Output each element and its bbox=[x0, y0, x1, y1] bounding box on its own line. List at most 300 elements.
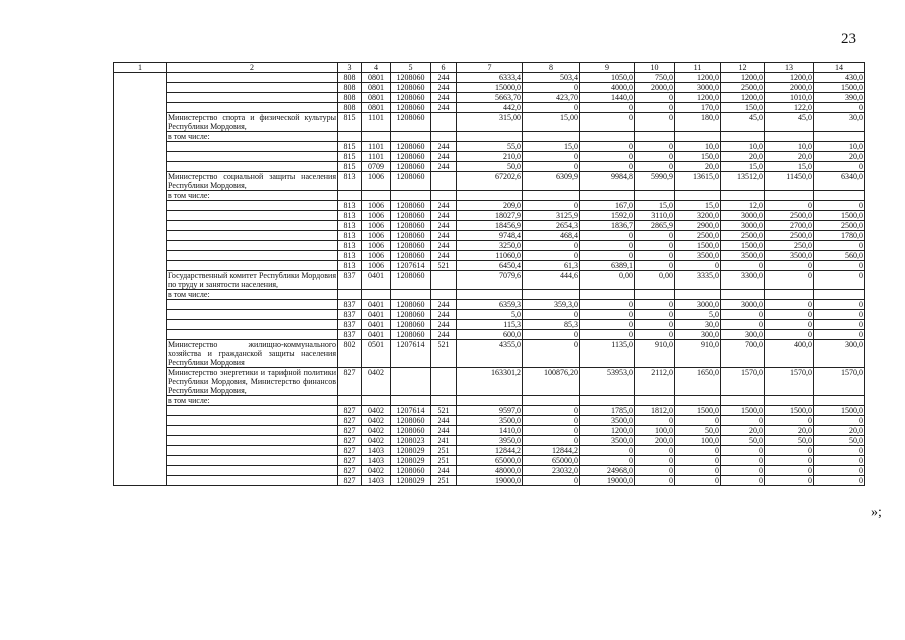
cell-col-8: 0 bbox=[523, 201, 580, 211]
table-row bbox=[114, 83, 865, 93]
cell-col-7: 67202,6 bbox=[457, 172, 523, 191]
cell-col-3: 837 bbox=[338, 300, 362, 310]
table-row bbox=[114, 231, 865, 241]
cell-col-5: 1208060 bbox=[391, 466, 431, 476]
cell-col-3: 837 bbox=[338, 320, 362, 330]
cell-col-13: 2500,0 bbox=[765, 211, 814, 221]
cell-col-14: 30,0 bbox=[814, 113, 865, 132]
cell-col-10: 0 bbox=[635, 300, 675, 310]
cell-col-9: 1050,0 bbox=[580, 73, 635, 83]
cell-col-5: 1208060 bbox=[391, 241, 431, 251]
table-body bbox=[114, 73, 865, 486]
cell-col-12: 2500,0 bbox=[721, 83, 765, 93]
cell-col-4: 1403 bbox=[362, 476, 391, 486]
cell-col-3 bbox=[338, 396, 362, 406]
cell-col-13: 2000,0 bbox=[765, 83, 814, 93]
cell-col-14: 50,0 bbox=[814, 436, 865, 446]
cell-col-3: 827 bbox=[338, 416, 362, 426]
cell-col-10: 0 bbox=[635, 93, 675, 103]
cell-col-4: 0401 bbox=[362, 310, 391, 320]
cell-col-7: 11060,0 bbox=[457, 251, 523, 261]
row-description: Министерство социальной защиты населения Республики Мордовия, bbox=[168, 172, 336, 190]
cell-col-6: 521 bbox=[431, 261, 457, 271]
cell-col-6: 244 bbox=[431, 241, 457, 251]
cell-col-9: 0 bbox=[580, 162, 635, 172]
column-header-6: 6 bbox=[431, 63, 457, 73]
row-number-cell bbox=[114, 211, 167, 221]
cell-col-3: 827 bbox=[338, 426, 362, 436]
cell-col-6: 244 bbox=[431, 152, 457, 162]
cell-col-7: 210,0 bbox=[457, 152, 523, 162]
cell-col-5 bbox=[391, 368, 431, 396]
cell-col-13: 0 bbox=[765, 261, 814, 271]
cell-col-8: 85,3 bbox=[523, 320, 580, 330]
cell-col-4: 1006 bbox=[362, 172, 391, 191]
cell-col-6: 244 bbox=[431, 211, 457, 221]
cell-col-12 bbox=[721, 191, 765, 201]
cell-col-10: 0 bbox=[635, 416, 675, 426]
cell-col-9 bbox=[580, 290, 635, 300]
cell-col-3: 808 bbox=[338, 93, 362, 103]
cell-col-8 bbox=[523, 191, 580, 201]
cell-col-12: 0 bbox=[721, 476, 765, 486]
cell-col-6: 241 bbox=[431, 436, 457, 446]
cell-col-4: 0401 bbox=[362, 300, 391, 310]
cell-col-5: 1208060 bbox=[391, 416, 431, 426]
cell-col-10: 0 bbox=[635, 241, 675, 251]
cell-col-7: 1410,0 bbox=[457, 426, 523, 436]
cell-col-12: 3000,0 bbox=[721, 211, 765, 221]
cell-col-11: 30,0 bbox=[675, 320, 721, 330]
cell-col-8: 0 bbox=[523, 436, 580, 446]
row-description bbox=[167, 211, 338, 221]
row-description bbox=[167, 466, 338, 476]
row-number-cell bbox=[114, 132, 167, 142]
table-row bbox=[114, 406, 865, 416]
cell-col-5: 1208060 bbox=[391, 271, 431, 290]
row-description bbox=[167, 446, 338, 456]
cell-col-5: 1208060 bbox=[391, 221, 431, 231]
cell-col-8: 65000,0 bbox=[523, 456, 580, 466]
cell-col-13 bbox=[765, 191, 814, 201]
cell-col-6 bbox=[431, 271, 457, 290]
row-number-cell bbox=[114, 162, 167, 172]
row-number-cell bbox=[114, 172, 167, 191]
cell-col-12: 3000,0 bbox=[721, 221, 765, 231]
cell-col-7: 3500,0 bbox=[457, 416, 523, 426]
cell-col-11: 180,0 bbox=[675, 113, 721, 132]
cell-col-10: 0 bbox=[635, 310, 675, 320]
budget-table-sheet bbox=[113, 62, 865, 486]
row-description bbox=[167, 426, 338, 436]
cell-col-6 bbox=[431, 290, 457, 300]
cell-col-8: 100876,20 bbox=[523, 368, 580, 396]
cell-col-11: 3500,0 bbox=[675, 251, 721, 261]
cell-col-11: 2500,0 bbox=[675, 231, 721, 241]
cell-col-8 bbox=[523, 290, 580, 300]
cell-col-5: 1208060 bbox=[391, 300, 431, 310]
row-number-cell bbox=[114, 221, 167, 231]
cell-col-6: 251 bbox=[431, 456, 457, 466]
table-row bbox=[114, 211, 865, 221]
row-number-cell bbox=[114, 310, 167, 320]
cell-col-10: 0 bbox=[635, 261, 675, 271]
cell-col-11: 3000,0 bbox=[675, 300, 721, 310]
cell-col-4: 1006 bbox=[362, 221, 391, 231]
cell-col-9: 0 bbox=[580, 251, 635, 261]
cell-col-11 bbox=[675, 290, 721, 300]
cell-col-3: 827 bbox=[338, 406, 362, 416]
cell-col-10: 0 bbox=[635, 476, 675, 486]
row-description bbox=[167, 103, 338, 113]
column-header-8: 8 bbox=[523, 63, 580, 73]
cell-col-9: 0 bbox=[580, 310, 635, 320]
cell-col-14: 0 bbox=[814, 456, 865, 466]
cell-col-10 bbox=[635, 132, 675, 142]
table-row bbox=[114, 103, 865, 113]
cell-col-9: 53953,0 bbox=[580, 368, 635, 396]
cell-col-3: 808 bbox=[338, 103, 362, 113]
cell-col-13: 0 bbox=[765, 466, 814, 476]
cell-col-4: 0801 bbox=[362, 93, 391, 103]
cell-col-11: 3200,0 bbox=[675, 211, 721, 221]
cell-col-13: 0 bbox=[765, 201, 814, 211]
row-number-cell bbox=[114, 456, 167, 466]
row-number-cell bbox=[114, 320, 167, 330]
cell-col-3: 813 bbox=[338, 251, 362, 261]
cell-col-9: 0 bbox=[580, 446, 635, 456]
row-description bbox=[167, 162, 338, 172]
cell-col-9: 1200,0 bbox=[580, 426, 635, 436]
cell-col-5: 1208060 bbox=[391, 251, 431, 261]
cell-col-3: 802 bbox=[338, 340, 362, 368]
cell-col-10 bbox=[635, 290, 675, 300]
cell-col-9: 0 bbox=[580, 103, 635, 113]
cell-col-3: 827 bbox=[338, 446, 362, 456]
cell-col-9: 0 bbox=[580, 152, 635, 162]
cell-col-8: 0 bbox=[523, 103, 580, 113]
cell-col-5 bbox=[391, 290, 431, 300]
cell-col-9: 1440,0 bbox=[580, 93, 635, 103]
cell-col-3: 815 bbox=[338, 152, 362, 162]
cell-col-8: 0 bbox=[523, 83, 580, 93]
cell-col-11: 5,0 bbox=[675, 310, 721, 320]
cell-col-9: 0 bbox=[580, 456, 635, 466]
cell-col-13: 20,0 bbox=[765, 152, 814, 162]
cell-col-9: 3500,0 bbox=[580, 416, 635, 426]
row-number-cell bbox=[114, 300, 167, 310]
cell-col-7: 163301,2 bbox=[457, 368, 523, 396]
table-row bbox=[114, 396, 865, 406]
cell-col-8: 0 bbox=[523, 476, 580, 486]
cell-col-7: 5663,70 bbox=[457, 93, 523, 103]
cell-col-14: 6340,0 bbox=[814, 172, 865, 191]
cell-col-11: 100,0 bbox=[675, 436, 721, 446]
row-description: Министерство жилищно-коммунального хозяйства и гражданской защиты населения Республики Мордовия bbox=[168, 340, 336, 367]
cell-col-14: 0 bbox=[814, 320, 865, 330]
cell-col-9: 0 bbox=[580, 241, 635, 251]
row-description bbox=[167, 476, 338, 486]
cell-col-12: 13512,0 bbox=[721, 172, 765, 191]
cell-col-7: 50,0 bbox=[457, 162, 523, 172]
cell-col-14: 0 bbox=[814, 201, 865, 211]
cell-col-10: 0 bbox=[635, 162, 675, 172]
cell-col-5: 1208060 bbox=[391, 152, 431, 162]
cell-col-8: 0 bbox=[523, 406, 580, 416]
cell-col-7: 115,3 bbox=[457, 320, 523, 330]
cell-col-10: 0 bbox=[635, 103, 675, 113]
cell-col-11: 1200,0 bbox=[675, 93, 721, 103]
cell-col-14: 0 bbox=[814, 446, 865, 456]
cell-col-14: 20,0 bbox=[814, 426, 865, 436]
row-description bbox=[167, 261, 338, 271]
cell-col-10: 2865,9 bbox=[635, 221, 675, 231]
cell-col-7: 3950,0 bbox=[457, 436, 523, 446]
cell-col-14: 10,0 bbox=[814, 142, 865, 152]
cell-col-3: 837 bbox=[338, 330, 362, 340]
cell-col-4: 1006 bbox=[362, 261, 391, 271]
cell-col-4: 0402 bbox=[362, 436, 391, 446]
table-row bbox=[114, 271, 865, 290]
cell-col-7: 48000,0 bbox=[457, 466, 523, 476]
row-number-cell bbox=[114, 191, 167, 201]
cell-col-4: 0501 bbox=[362, 340, 391, 368]
row-description bbox=[167, 416, 338, 426]
column-header-11: 11 bbox=[675, 63, 721, 73]
cell-col-7: 55,0 bbox=[457, 142, 523, 152]
cell-col-7: 12844,2 bbox=[457, 446, 523, 456]
cell-col-8 bbox=[523, 132, 580, 142]
cell-col-4: 1006 bbox=[362, 201, 391, 211]
cell-col-5: 1207614 bbox=[391, 340, 431, 368]
cell-col-7 bbox=[457, 290, 523, 300]
cell-col-11: 2900,0 bbox=[675, 221, 721, 231]
cell-col-6: 244 bbox=[431, 142, 457, 152]
cell-col-5: 1208060 bbox=[391, 231, 431, 241]
row-number-cell bbox=[114, 231, 167, 241]
row-description bbox=[167, 83, 338, 93]
cell-col-13: 0 bbox=[765, 446, 814, 456]
cell-col-8: 6309,9 bbox=[523, 172, 580, 191]
cell-col-10: 0,00 bbox=[635, 271, 675, 290]
column-header-10: 10 bbox=[635, 63, 675, 73]
cell-col-10: 0 bbox=[635, 113, 675, 132]
cell-col-14: 0 bbox=[814, 103, 865, 113]
cell-col-7: 6359,3 bbox=[457, 300, 523, 310]
cell-col-4: 1101 bbox=[362, 113, 391, 132]
cell-col-11: 0 bbox=[675, 446, 721, 456]
cell-col-6: 244 bbox=[431, 320, 457, 330]
cell-col-6: 521 bbox=[431, 340, 457, 368]
cell-col-6 bbox=[431, 172, 457, 191]
cell-col-12: 3500,0 bbox=[721, 251, 765, 261]
cell-col-10: 2112,0 bbox=[635, 368, 675, 396]
page-number: 23 bbox=[841, 31, 856, 47]
cell-col-3: 813 bbox=[338, 201, 362, 211]
cell-col-7: 15000,0 bbox=[457, 83, 523, 93]
cell-col-8: 2654,3 bbox=[523, 221, 580, 231]
cell-col-6 bbox=[431, 396, 457, 406]
cell-col-14 bbox=[814, 132, 865, 142]
cell-col-12: 0 bbox=[721, 416, 765, 426]
row-description bbox=[167, 93, 338, 103]
table-row bbox=[114, 261, 865, 271]
cell-col-6 bbox=[431, 132, 457, 142]
cell-col-4: 0709 bbox=[362, 162, 391, 172]
cell-col-5: 1207614 bbox=[391, 406, 431, 416]
cell-col-8: 359,3,0 bbox=[523, 300, 580, 310]
row-description: в том числе: bbox=[167, 132, 338, 142]
cell-col-6: 244 bbox=[431, 201, 457, 211]
cell-col-13: 20,0 bbox=[765, 426, 814, 436]
table-row bbox=[114, 310, 865, 320]
cell-col-12: 700,0 bbox=[721, 340, 765, 368]
cell-col-3: 827 bbox=[338, 466, 362, 476]
cell-col-8: 23032,0 bbox=[523, 466, 580, 476]
cell-col-3: 827 bbox=[338, 368, 362, 396]
cell-col-6 bbox=[431, 191, 457, 201]
table-row bbox=[114, 73, 865, 83]
cell-col-3: 813 bbox=[338, 261, 362, 271]
table-row bbox=[114, 368, 865, 396]
closing-mark: »; bbox=[871, 505, 882, 520]
cell-col-4: 0401 bbox=[362, 330, 391, 340]
cell-col-12: 3300,0 bbox=[721, 271, 765, 290]
row-description bbox=[167, 73, 338, 83]
cell-col-12: 10,0 bbox=[721, 142, 765, 152]
cell-col-10: 0 bbox=[635, 142, 675, 152]
cell-col-11: 150,0 bbox=[675, 152, 721, 162]
table-row bbox=[114, 416, 865, 426]
cell-col-13: 50,0 bbox=[765, 436, 814, 446]
cell-col-4: 0402 bbox=[362, 416, 391, 426]
cell-col-6: 251 bbox=[431, 446, 457, 456]
cell-col-8: 0 bbox=[523, 416, 580, 426]
cell-col-13: 1010,0 bbox=[765, 93, 814, 103]
cell-col-5: 1208029 bbox=[391, 446, 431, 456]
cell-col-4: 0402 bbox=[362, 406, 391, 416]
cell-col-13: 122,0 bbox=[765, 103, 814, 113]
cell-col-4: 1006 bbox=[362, 211, 391, 221]
cell-col-4: 0402 bbox=[362, 426, 391, 436]
cell-col-7: 9597,0 bbox=[457, 406, 523, 416]
cell-col-8: 12844,2 bbox=[523, 446, 580, 456]
cell-col-4: 0402 bbox=[362, 368, 391, 396]
table-row bbox=[114, 320, 865, 330]
cell-col-14: 0 bbox=[814, 476, 865, 486]
cell-col-10: 1812,0 bbox=[635, 406, 675, 416]
cell-col-13: 0 bbox=[765, 456, 814, 466]
cell-col-6: 244 bbox=[431, 83, 457, 93]
cell-col-5: 1208060 bbox=[391, 172, 431, 191]
cell-col-8: 0 bbox=[523, 152, 580, 162]
cell-col-12: 1200,0 bbox=[721, 73, 765, 83]
row-description bbox=[167, 436, 338, 446]
cell-col-6: 244 bbox=[431, 231, 457, 241]
cell-col-13: 0 bbox=[765, 300, 814, 310]
cell-col-12: 0 bbox=[721, 456, 765, 466]
cell-col-7 bbox=[457, 191, 523, 201]
cell-col-12: 300,0 bbox=[721, 330, 765, 340]
cell-col-7: 19000,0 bbox=[457, 476, 523, 486]
table-row bbox=[114, 201, 865, 211]
cell-col-6: 244 bbox=[431, 330, 457, 340]
cell-col-3 bbox=[338, 191, 362, 201]
cell-col-11: 170,0 bbox=[675, 103, 721, 113]
row-description bbox=[167, 300, 338, 310]
cell-col-8: 0 bbox=[523, 330, 580, 340]
cell-col-9: 1785,0 bbox=[580, 406, 635, 416]
cell-col-3: 815 bbox=[338, 113, 362, 132]
row-description bbox=[167, 201, 338, 211]
column-header-12: 12 bbox=[721, 63, 765, 73]
cell-col-8: 468,4 bbox=[523, 231, 580, 241]
cell-col-8: 423,70 bbox=[523, 93, 580, 103]
cell-col-12: 1500,0 bbox=[721, 406, 765, 416]
cell-col-6: 521 bbox=[431, 406, 457, 416]
cell-col-6: 244 bbox=[431, 300, 457, 310]
column-header-2: 2 bbox=[167, 63, 338, 73]
cell-col-3: 827 bbox=[338, 476, 362, 486]
table-row bbox=[114, 113, 865, 132]
cell-col-10: 0 bbox=[635, 466, 675, 476]
table-row bbox=[114, 340, 865, 368]
cell-col-8: 0 bbox=[523, 251, 580, 261]
cell-col-11 bbox=[675, 396, 721, 406]
row-description bbox=[167, 310, 338, 320]
cell-col-10: 200,0 bbox=[635, 436, 675, 446]
cell-col-14: 1500,0 bbox=[814, 406, 865, 416]
cell-col-7: 18027,9 bbox=[457, 211, 523, 221]
table-row bbox=[114, 152, 865, 162]
cell-col-12 bbox=[721, 396, 765, 406]
cell-col-5: 1208060 bbox=[391, 310, 431, 320]
cell-col-3: 837 bbox=[338, 310, 362, 320]
cell-col-10: 0 bbox=[635, 320, 675, 330]
cell-col-12: 1500,0 bbox=[721, 241, 765, 251]
cell-col-11: 0 bbox=[675, 416, 721, 426]
column-header-13: 13 bbox=[765, 63, 814, 73]
cell-col-3: 813 bbox=[338, 221, 362, 231]
cell-col-11: 3335,0 bbox=[675, 271, 721, 290]
cell-col-14: 0 bbox=[814, 416, 865, 426]
cell-col-6: 244 bbox=[431, 93, 457, 103]
cell-col-11: 0 bbox=[675, 456, 721, 466]
row-description bbox=[167, 456, 338, 466]
cell-col-4: 0801 bbox=[362, 73, 391, 83]
cell-col-5: 1208029 bbox=[391, 456, 431, 466]
table-row bbox=[114, 436, 865, 446]
cell-col-14: 0 bbox=[814, 300, 865, 310]
cell-col-14: 0 bbox=[814, 310, 865, 320]
cell-col-12 bbox=[721, 290, 765, 300]
cell-col-7: 6333,4 bbox=[457, 73, 523, 83]
cell-col-14: 1500,0 bbox=[814, 83, 865, 93]
cell-col-8: 0 bbox=[523, 241, 580, 251]
cell-col-9: 6389,1 bbox=[580, 261, 635, 271]
cell-col-11: 50,0 bbox=[675, 426, 721, 436]
cell-col-5: 1208060 bbox=[391, 330, 431, 340]
table-row bbox=[114, 221, 865, 231]
row-number-cell bbox=[114, 201, 167, 211]
budget-table bbox=[113, 62, 865, 486]
cell-col-13: 0 bbox=[765, 320, 814, 330]
cell-col-13: 2500,0 bbox=[765, 231, 814, 241]
row-description bbox=[167, 231, 338, 241]
cell-col-14: 430,0 bbox=[814, 73, 865, 83]
row-number-cell bbox=[114, 152, 167, 162]
cell-col-6: 244 bbox=[431, 73, 457, 83]
